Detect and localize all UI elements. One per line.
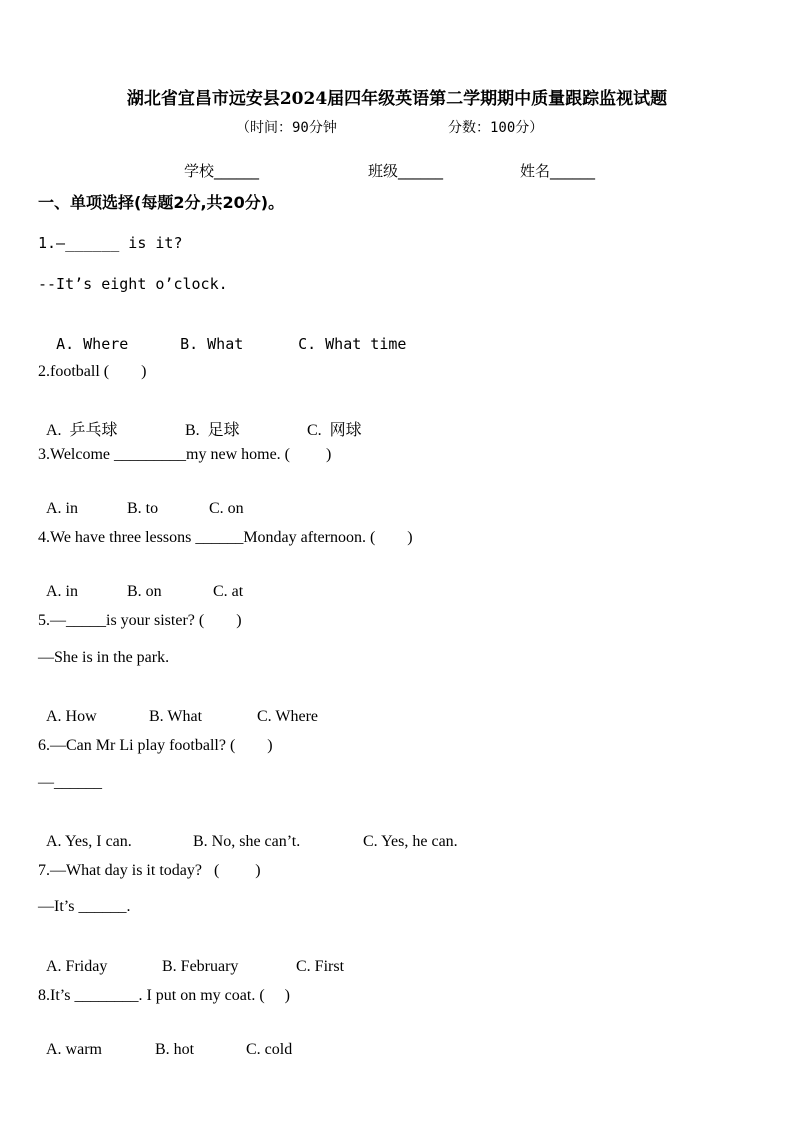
option-c: C. cold — [246, 1041, 293, 1058]
question-4-options — [38, 565, 243, 601]
exam-time: （时间：90分钟 — [236, 120, 337, 136]
class-field: 班级______ — [368, 162, 444, 180]
option-b: B. to — [127, 500, 159, 517]
question-2-options — [38, 399, 362, 440]
option-c: C. First — [296, 958, 345, 975]
question-3-options — [38, 482, 244, 518]
question-7-options — [38, 940, 344, 976]
option-c: C. What time — [298, 335, 407, 353]
option-c: C. Yes, he can. — [363, 833, 458, 850]
question-1-options — [38, 317, 406, 353]
question-1-reply: --It’s eight o’clock. — [38, 275, 228, 293]
question-6-stem: 6.—Can Mr Li play football? ( ) — [38, 737, 273, 754]
option-a: A. warm — [46, 1041, 102, 1058]
question-4-stem: 4.We have three lessons ______Monday afternoon. ( ) — [38, 529, 413, 546]
question-7-stem: 7.—What day is it today? ( ) — [38, 862, 261, 879]
question-7-reply: —It’s ______. — [38, 898, 131, 915]
option-a: A. How — [46, 708, 97, 725]
name-field: 姓名______ — [520, 162, 596, 180]
option-b: B. hot — [155, 1041, 195, 1058]
option-b: B. No, she can’t. — [193, 833, 301, 850]
exam-score: 分数：100分） — [448, 120, 544, 136]
question-6-options — [38, 815, 458, 851]
option-b: B. 足球 — [185, 422, 240, 439]
option-b: B. What — [180, 335, 244, 353]
option-a: A. in — [46, 583, 78, 600]
question-3-stem: 3.Welcome _________my new home. ( ) — [38, 446, 332, 463]
question-6-reply: —______ — [38, 774, 102, 791]
question-2-stem: 2.football ( ) — [38, 363, 147, 380]
question-5-reply: —She is in the park. — [38, 649, 170, 666]
option-c: C. on — [209, 500, 244, 517]
option-a: A. Where — [56, 335, 129, 353]
section-heading: 一、单项选择(每题2分,共20分)。 — [38, 193, 285, 212]
option-a: A. in — [46, 500, 78, 517]
option-a: A. Friday — [46, 958, 108, 975]
option-a: A. Yes, I can. — [46, 833, 132, 850]
option-b: B. February — [162, 958, 239, 975]
question-5-stem: 5.—_____is your sister? ( ) — [38, 612, 242, 629]
question-5-options — [38, 690, 318, 726]
question-1-stem: 1.—______ is it? — [38, 234, 183, 252]
question-8-options — [38, 1023, 292, 1059]
school-field: 学校______ — [184, 162, 260, 180]
option-b: B. on — [127, 583, 162, 600]
page-title: 湖北省宜昌市远安县2024届四年级英语第二学期期中质量跟踪监视试题 — [126, 89, 668, 109]
option-b: B. What — [149, 708, 203, 725]
option-c: C. Where — [257, 708, 319, 725]
question-8-stem: 8.It’s ________. I put on my coat. ( ) — [38, 987, 290, 1004]
option-c: C. 网球 — [307, 422, 362, 439]
option-a: A. 乒乓球 — [46, 422, 118, 439]
option-c: C. at — [213, 583, 244, 600]
